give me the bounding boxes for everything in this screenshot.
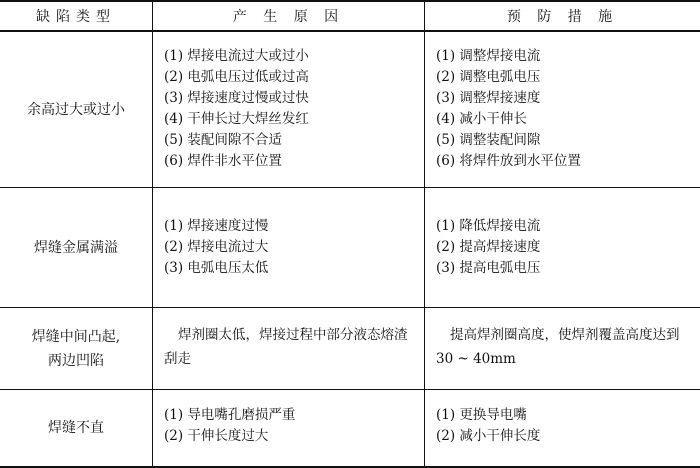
defect-type-cell: 余高过大或过小 <box>27 101 125 118</box>
measure-paragraph: 提高焊剂圈高度，使焊剂覆盖高度达到30 ~ 40mm <box>436 327 680 367</box>
causes-list <box>164 216 268 279</box>
defect-type-cell: 焊缝金属满溢 <box>34 239 118 256</box>
list-item: (6) 将焊件放到水平位置 <box>436 153 581 169</box>
causes-list <box>164 405 295 447</box>
header-prevention: 预 防 措 施 <box>506 9 619 25</box>
measures-list <box>436 405 540 447</box>
defect-type-cell <box>0 308 152 389</box>
list-item: (3) 调整焊接速度 <box>436 90 541 106</box>
measures-list <box>436 46 581 172</box>
defect-type-line: 焊缝中间凸起, <box>31 328 121 345</box>
list-item: (1) 更换导电嘴 <box>436 407 527 423</box>
defect-type-cell: 焊缝不直 <box>48 420 104 436</box>
list-item: (3) 焊接速度过慢或过快 <box>164 90 309 106</box>
list-item: (2) 电弧电压过低或过高 <box>164 69 309 85</box>
header-causes: 产 生 原 因 <box>232 9 345 25</box>
header-defect-type: 缺陷类型 <box>36 9 116 25</box>
list-item: (2) 干伸长度过大 <box>164 428 269 444</box>
list-item: (2) 调整电弧电压 <box>436 69 541 85</box>
list-item: (2) 提高焊接速度 <box>436 239 541 255</box>
column-divider <box>152 0 153 468</box>
list-item: (1) 调整焊接电流 <box>436 48 541 64</box>
defect-type-line: 两边凹陷 <box>48 352 104 369</box>
column-divider <box>424 0 425 468</box>
cause-paragraph: 焊剂圈太低，焊接过程中部分液态熔渣刮走 <box>164 327 408 367</box>
list-item: (3) 电弧电压太低 <box>164 260 269 276</box>
causes-list <box>164 46 309 172</box>
list-item: (5) 装配间隙不合适 <box>164 132 282 148</box>
list-item: (6) 焊件非水平位置 <box>164 153 282 169</box>
list-item: (1) 焊接电流过大或过小 <box>164 48 309 64</box>
list-item: (4) 减小干伸长 <box>436 111 527 127</box>
list-item: (1) 焊接速度过慢 <box>164 218 269 234</box>
list-item: (2) 焊接电流过大 <box>164 239 269 255</box>
list-item: (1) 降低焊接电流 <box>436 218 541 234</box>
list-item: (2) 减小干伸长度 <box>436 428 541 444</box>
list-item: (1) 导电嘴孔磨损严重 <box>164 407 296 423</box>
list-item: (5) 调整装配间隙 <box>436 132 541 148</box>
list-item: (3) 提高电弧电压 <box>436 260 541 276</box>
list-item: (4) 干伸长过大焊丝发红 <box>164 111 309 127</box>
measures-list <box>436 216 540 279</box>
